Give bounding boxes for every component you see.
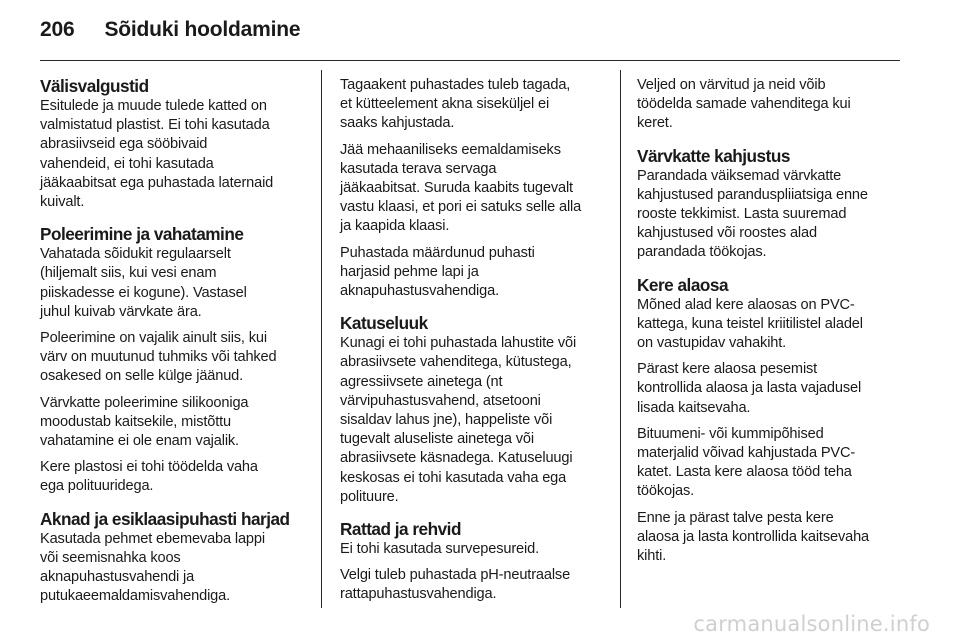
paragraph: Parandada väiksemad värvkatte kahjustused paranduspliiatsiga enne rooste tekkimist. Lasta suuremad kahjustused või roostes alad parandada töökojas. [637,167,868,261]
paragraph: Jää mehaaniliseks eemaldamiseks kasutada terava servaga jääkaabitsat. Suruda kaabits tugevalt vastu klaasi, et pori ei satuks selle alla ja kaapida klaasi. [340,141,582,235]
paragraph: Poleerimine on vajalik ainult siis, kui värv on muutunud tuhmiks või tahked osakesed on selle külge jäänud. [40,330,277,385]
page-header [40,18,300,42]
section-heading: Värvkatte kahjustus [637,145,790,166]
section-heading: Aknad ja esiklaasipuhasti harjad [40,508,290,529]
column-divider [321,70,322,608]
section-heading: Välisvalgustid [40,76,149,96]
text-column-2 [340,76,608,605]
watermark: carmanualsonline.info [693,612,930,636]
chapter-title: Sõiduki hooldamine [104,18,301,41]
paragraph: Puhastada määrdunud puhasti harjasid pehme lapi ja aknapuhastusvahendiga. [340,244,535,300]
page-number: 206 [40,18,75,41]
text-column-3 [637,76,907,566]
paragraph: Pärast kere alaosa pesemist kontrollida alaosa ja lasta vajadusel lisada kaitsevaha. [637,361,862,416]
paragraph: Kere plastosi ei tohi töödelda vaha ega polituuridega. [40,459,258,495]
paragraph: Kunagi ei tohi puhastada lahustite või abrasiivsete vahenditega, kütustega, agressiivsete ainetega (nt värvipuhastusvahend, atsetooni sisaldav lahus jne), happeliste või tugevalt aluseliste ainetega või abrasiivsete käsnadega. Katuseluugi keskosas ei tohi kasutada vaha ega polituure. [340,335,577,505]
column-divider [620,70,621,608]
section-heading: Poleerimine ja vahatamine [40,224,244,245]
paragraph: Bituumeni- või kummipõhised materjalid võivad kahjustada PVC- katet. Lasta kere alaosa tööd teha töökojas. [637,425,856,500]
section-heading: Kere alaosa [637,274,729,295]
paragraph: Tagaakent puhastades tuleb tagada, et kütteelement akna siseküljel ei saaks kahjustada. [340,77,571,132]
paragraph: Esitulede ja muude tulede katted on valmistatud plastist. Ei tohi kasutada abrasiivseid ega sööbivaid vahendeid, ei tohi kasutada jääkaabitsat ega puhastada laternaid kuivalt. [40,98,274,211]
header-rule [40,60,900,61]
paragraph: Enne ja pärast talve pesta kere alaosa ja lasta kontrollida kaitsevaha kihti. [637,509,869,565]
paragraph: Värvkatte poleerimine silikooniga moodustab kaitsekile, mistõttu vahatamine ei ole enam vajalik. [40,394,249,450]
paragraph: Veljed on värvitud ja neid võib töödelda samade vahenditega kui keret. [637,77,851,132]
paragraph: Velgi tuleb puhastada pH-neutraalse rattapuhastusvahendiga. [340,567,571,603]
section-heading: Katuseluuk [340,313,428,334]
paragraph: Mõned alad kere alaosas on PVC- kattega, kuna teistel kriitilistel aladel on vastupidav vahakiht. [637,296,863,352]
paragraph: Kasutada pehmet ebemevaba lappi või seemisnahka koos aknapuhastusvahendi ja putukaeemaldamisvahendiga. [40,530,265,605]
text-column-1 [40,76,310,606]
section-heading: Rattad ja rehvid [340,519,461,540]
paragraph: Ei tohi kasutada survepesureid. [340,541,539,558]
paragraph: Vahatada sõidukit regulaarselt (hiljemalt siis, kui vesi enam piiskadesse ei kogune). Vastasel juhul kuivab värvkate ära. [40,246,247,320]
